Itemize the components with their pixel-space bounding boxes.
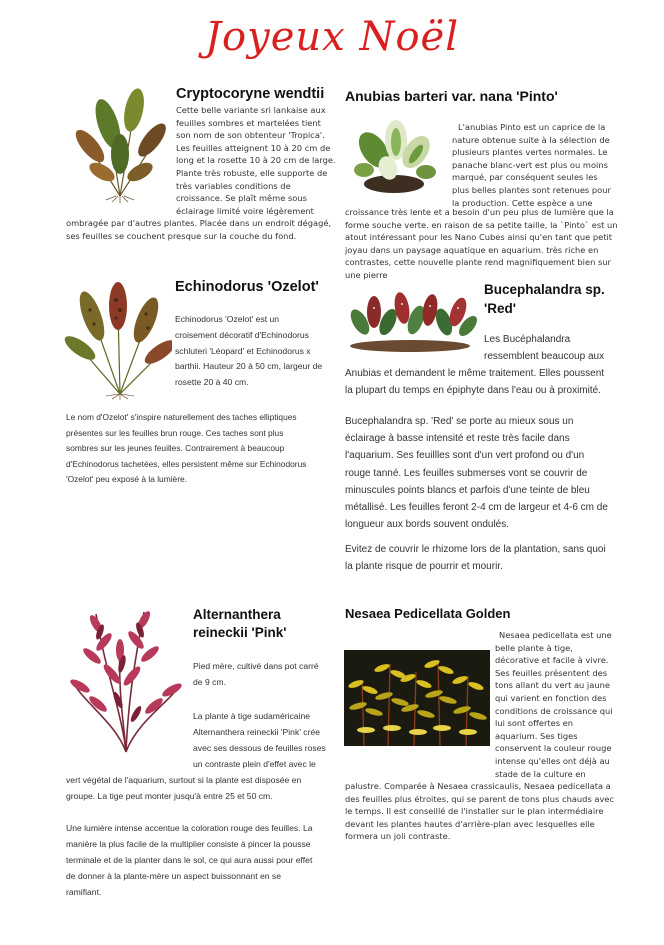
text-line: minuscules points blancs et parfois d'une teinte de bleu [345,484,590,496]
text-line: Une lumière intense accentue la coloration rouge des feuilles. La [66,823,313,833]
text-line: Pied mère, cultivé dans pot carré [193,661,319,671]
text-line: Les Bucéphalandra [484,334,571,345]
text-line: barthii. Hauteur 20 à 50 cm, largeur de [175,361,323,372]
heading-line: reineckii 'Pink' [193,625,287,640]
anubias-desc-wide [345,206,635,282]
bucephalandra-desc [484,331,634,365]
bucephalandra-paragraph-2 [345,413,645,533]
page-title: Joyeux Noël [205,14,459,60]
heading-line: Alternanthera [193,607,281,622]
alternanthera-desc-wide [66,772,346,804]
text-line: Anubias et demandent le même traitement. Elles poussent [345,368,605,379]
nesaea-desc-wide [345,780,635,843]
text-line: panache blanc-vert est plus ou moins [452,159,608,170]
heading-line: 'Red' [484,301,516,316]
text-line: belle plante à tige, [495,642,573,653]
text-line: ombragée par d'autres plantes. Placée dans un endroit dégagé, [66,218,332,228]
text-line: Evitez de couvrir le rhizome lors de la plantation, sans quoi [345,544,606,555]
text-line: Nesaea pedicellata est une [499,630,612,640]
text-line: ressemblent beaucoup aux [484,351,605,363]
text-line: Cette belle variante sri lankaise aux [176,105,326,115]
text-line: le temps. Il est conseillé de l'installer sur le plan intermédiaire [345,806,604,817]
alternanthera-paragraph-1 [193,658,343,690]
echinodorus-desc [175,312,345,391]
text-line: ramifiant. [66,887,102,897]
text-line: croisement décoratif d'Echinodorus [175,329,309,340]
text-line: L'anubias Pinto est un caprice de la [458,122,606,132]
text-line: Plante très robuste, elle supporte de [176,167,328,178]
bucephalandra-desc-wide [345,365,645,399]
anubias-desc [452,121,612,209]
text-line: Le nom d'Ozelot' s'inspire naturellement des taches elliptiques [66,412,297,422]
alternanthera-desc [193,708,343,772]
bucephalandra-heading [484,280,605,318]
text-line: présentes sur les feuilles brun rouge. Ces taches sont plus [66,427,284,438]
text-line: Les feuilles atteignent 10 à 20 cm de [176,142,331,153]
text-line: conservent la couleur rouge [495,743,612,754]
text-line: ses feuilles se couchent presque sur la couche du fond. [66,230,297,241]
nesaea-plant-image [344,650,490,746]
text-line: feuilles sombres et martelées tient [176,117,321,128]
text-line: lui sont offertes en [495,718,574,729]
nesaea-heading: Nesaea Pedicellata Golden [345,606,511,621]
cryptocoryne-heading: Cryptocoryne wendtii [176,86,325,102]
text-line: éclairage à basse intensité et reste très facile dans [345,433,570,445]
text-line: des feuilles plus étroites, qui se parent de tons plus chauds avec [345,793,615,804]
text-line: terminale et de la planter dans le sol, ce qui aura aussi pour effet [66,855,313,865]
text-line: son nom de son obtenteur 'Tropica'. [176,130,325,141]
text-line: de donner à la plante-mère un aspect buissonnant en se [66,871,281,881]
text-line: sombres sur les jeunes feuilles. Contrairement à beaucoup [66,443,285,454]
text-line: éclairage limité voire légèrement [176,205,314,216]
echinodorus-plant-image [64,280,172,400]
text-line: joyau dans un paysage aquatique en aquarium. très riche en [345,244,599,255]
bucephalandra-plant-image [344,282,478,354]
text-line: avec ses dessous de feuilles roses [193,743,326,753]
text-line: vert végétal de l'aquarium, surtout si la plante est disposée en [66,775,302,785]
text-line: qui varient en fonction des [495,692,607,703]
text-line: long et la rosette 10 à 20 cm de large. [176,155,336,166]
text-line: Alternanthera reineckii 'Pink' crée [193,727,320,737]
alternanthera-paragraph-3 [66,820,346,900]
anubias-heading: Anubias barteri var. nana 'Pinto' [345,88,558,104]
text-line: nature obtenue suite à la sélection de [452,134,610,145]
text-line: Echinodorus 'Ozelot' est un [175,314,280,324]
text-line: devant les plantes hautes d'arrière-plan avec lesquelles elle [345,818,595,829]
text-line: atout intéressant pour les Nano Cubes ainsi qu'en tant que petit [345,232,613,243]
text-line: formera un joli contraste. [345,831,451,842]
text-line: la plante risque de pourrir et mourir. [345,561,503,573]
text-line: contrastes, cette nouvelle plante rend magnifiquement bien sur [345,257,611,268]
text-line: longueur aux bords souvent ondulés. [345,519,510,531]
text-line: intense qu'elles ont déjà au [495,755,610,766]
text-line: Bucephalandra sp. 'Red' se porte au mieux sous un [345,416,574,427]
cryptocoryne-plant-image [68,84,172,204]
text-line: palustre. Comparée à Nesaea crassicaulis, Nesaea pedicellata a [345,781,611,791]
text-line: conditions de croissance qui [495,705,613,716]
text-line: un contraste plein d'effet avec le [193,759,316,769]
alternanthera-plant-image [66,604,186,754]
text-line: forme souche verte. en raison de sa petite taille, la `Pinto` est un [345,219,618,230]
text-line: d'Echinodorus tachetées, elles persistent même sur Echinodorus [66,458,307,469]
text-line: stade de la culture en [495,768,586,779]
text-line: La plante à tige sudaméricaine [193,711,311,721]
text-line: de 9 cm. [193,677,226,687]
text-line: Ses feuilles présentent des [495,667,608,678]
cryptocoryne-desc-wide [66,217,346,242]
text-line: tons allant du vert au jaune [495,680,610,691]
text-line: rosette 20 à 40 cm. [175,377,249,388]
text-line: plusieurs plantes vertes normales. Le [452,147,608,158]
text-line: plus belles plantes sont retenues pour [452,184,611,195]
echinodorus-heading: Echinodorus 'Ozelot' [175,279,319,295]
text-line: schluteri 'Léopard' et Echinodorus x [175,345,311,356]
text-line: manière la plus facile de la multiplier consiste à pincer la pousse [66,839,311,849]
alternanthera-heading [193,606,286,642]
text-line: très variables conditions de [176,180,291,191]
text-line: croissance très lente et a besoin d'un peu plus de lumière que la [345,207,614,217]
text-line: la plupart du temps en épiphyte dans l'eau ou à proximité. [345,385,601,397]
text-line: une pierre [345,269,388,280]
text-line: la production. Cette espèce a une [452,197,593,208]
text-line: 'Ozelot' peu exposé à la lumière. [66,474,187,485]
text-line: aquarium. Ses tiges [495,730,578,741]
text-line: l'aquarium. Ses feuillles sont d'un vert profond ou d'un [345,450,585,462]
cryptocoryne-desc [176,104,336,217]
nesaea-desc [495,629,635,780]
text-line: marqué, par conséquent seules les [452,172,598,183]
text-line: métallisé. Les feuilles feront 2-4 cm de largeur et 4-6 cm de [345,502,608,514]
bucephalandra-paragraph-3 [345,541,645,575]
text-line: décorative et facile à vivre. [495,655,609,666]
echinodorus-desc-wide [66,410,346,488]
text-line: rouge tanné. Les feuilles submerses vont se couvrir de [345,467,588,479]
anubias-plant-image [344,112,444,196]
heading-line: Bucephalandra sp. [484,282,605,297]
text-line: groupe. La tige peut monter jusqu'à entre 25 et 50 cm. [66,791,273,801]
text-line: croissance. Se plaît même sous [176,193,307,204]
